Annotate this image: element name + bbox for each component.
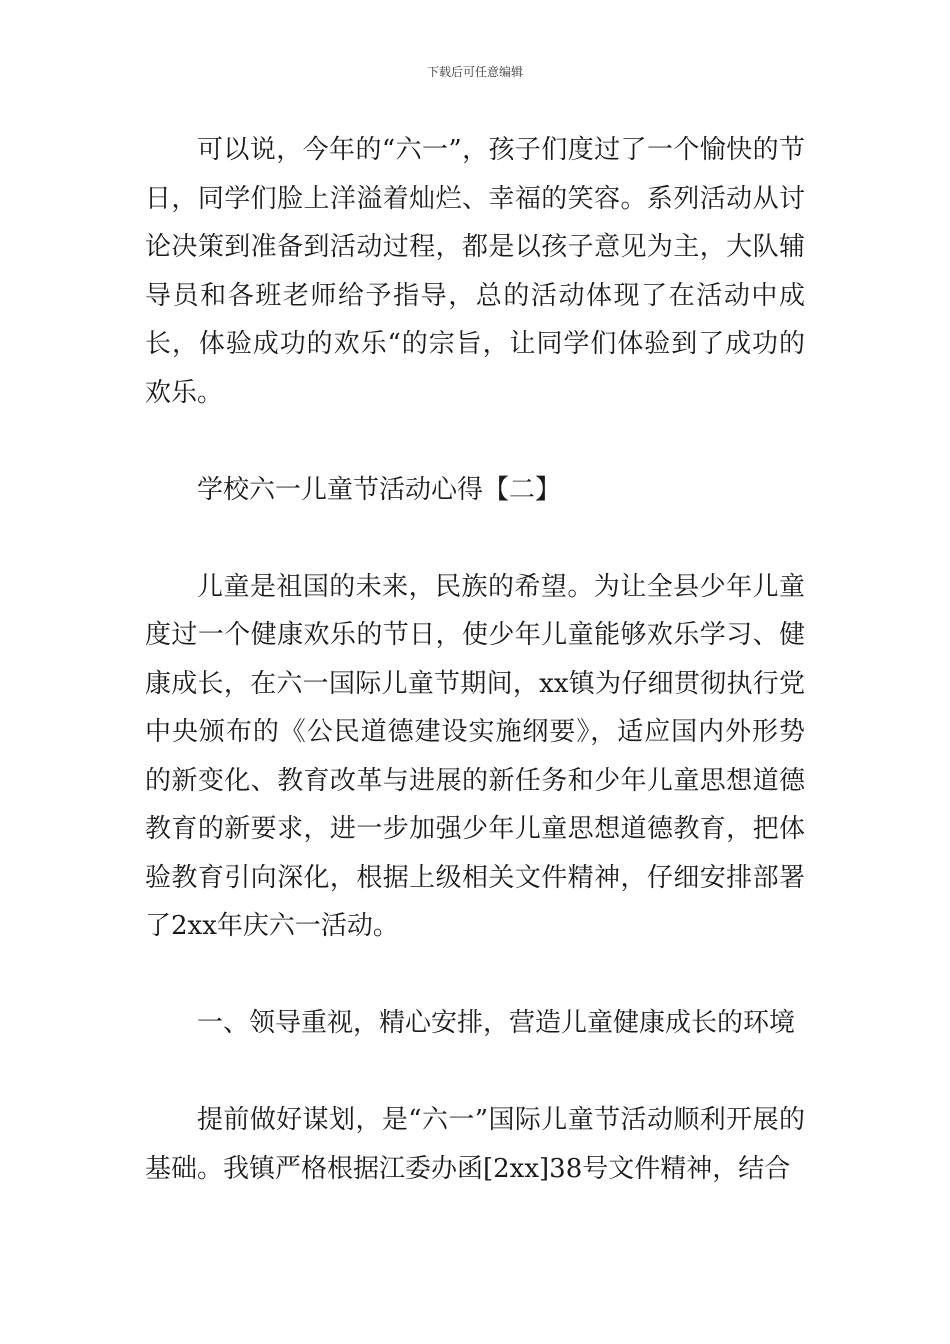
paragraph-spacer <box>145 1048 805 1097</box>
paragraph-spacer <box>145 514 805 563</box>
subsection-heading-1: 一、领导重视，精心安排，营造儿童健康成长的环境 <box>197 1008 796 1038</box>
page-header-note: 下载后可任意编辑 <box>426 65 523 79</box>
section-heading-2: 学校六一儿童节活动心得【二】 <box>197 474 562 505</box>
paragraph-2: 儿童是祖国的未来，民族的希望。为让全县少年儿童度过一个健康欢乐的节日，使少年儿童能够欢乐学习、健康成长，在六一国际儿童节期间，xx镇为仔细贯彻执行党中央颁布的《公民道德建设实施纲要》，适应国内外形势的新变化、教育改革与进展的新任务和少年儿童思想道德教育的新要求，进一步加强少年儿童思想道德教育，把体验教育引向深化，根据上级相关文件精神，仔细安排部署了2xx年庆六一活动。 <box>145 571 805 941</box>
paragraph-1: 可以说，今年的“六一”，孩子们度过了一个愉快的节日，同学们脸上洋溢着灿烂、幸福的笑容。系列活动从讨论决策到准备到活动过程，都是以孩子意见为主，大队辅导员和各班老师给予指导，总的活动体现了在活动中成长，体验成功的欢乐“的宗旨，让同学们体验到了成功的欢乐。 <box>145 135 805 408</box>
paragraph-spacer <box>145 417 805 466</box>
document-body <box>145 126 805 1193</box>
paragraph-3: 提前做好谋划，是“六一”国际儿童节活动顺利开展的基础。我镇严格根据江委办函[2xx]38号文件精神，结合 <box>145 1105 805 1184</box>
paragraph-spacer <box>145 951 805 1000</box>
